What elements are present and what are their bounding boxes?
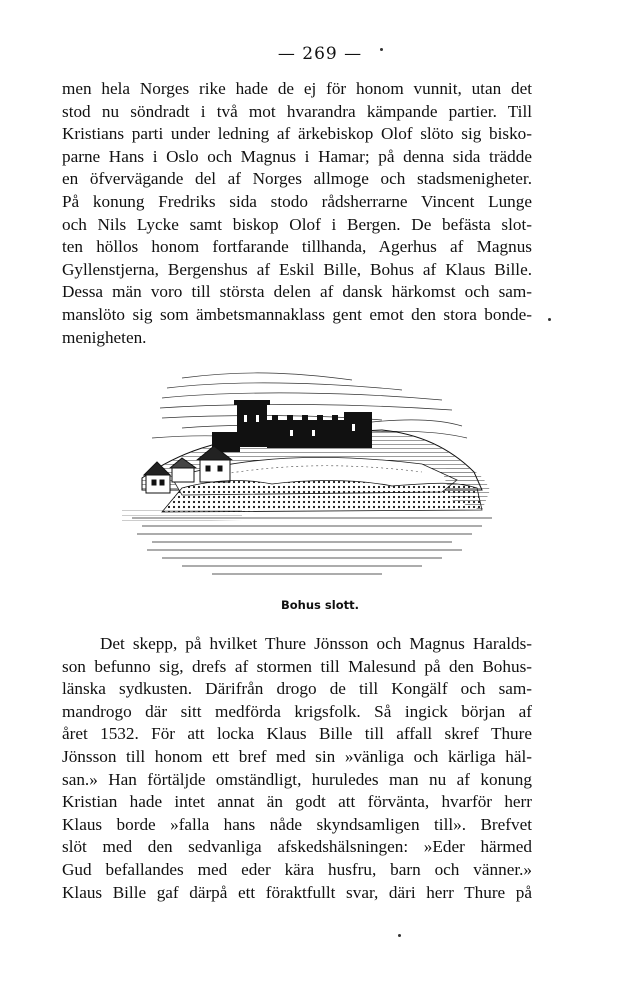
- text-line: och Nils Lycke samt biskop Olof i Bergen. De befästa slot-: [62, 214, 532, 234]
- page-number: — 269 —: [277, 44, 363, 64]
- castle-ruins: [212, 400, 372, 452]
- text-line: en öfvervägande del af Norges allmoge och stadsmenigheter.: [62, 169, 532, 189]
- bohus-castle-illustration: [122, 360, 510, 590]
- text-line: länska sydkusten. Därifrån drogo de till Kongälf och sam-: [62, 679, 532, 699]
- text-line: Dessa män voro till största delen af dansk härkomst och sam-: [62, 282, 532, 302]
- text-line: Klaus borde »falla hans nåde skyndsamligen till». Brefvet: [62, 814, 532, 834]
- text-line: Klaus Bille gaf därpå ett föraktfullt svar, däri herr Thure på: [62, 882, 532, 902]
- text-line: men hela Norges rike hade de ej för honom vunnit, utan det: [62, 79, 532, 98]
- water-hatching: [132, 518, 492, 574]
- text-line: parne Hans i Oslo och Magnus i Hamar; på denna sida trädde: [62, 146, 532, 166]
- paragraph-1: [62, 78, 532, 349]
- text-line: slöt med den sedvanliga afskedshälsningen: »Eder härmed: [62, 837, 532, 857]
- text-line: stod nu söndradt i två mot hvarandra kämpande partier. Till: [62, 101, 532, 121]
- text-line: menigheten.: [62, 327, 147, 347]
- figure-caption: Bohus slott.: [281, 598, 359, 612]
- paper-speck: [380, 48, 383, 51]
- paper-speck: [548, 318, 551, 321]
- text-line: Det skepp, på hvilket Thure Jönsson och Magnus Haralds-: [100, 634, 532, 653]
- text-line: Jönsson till honom ett bref med sin »vänliga och kärliga häl-: [62, 746, 532, 766]
- text-line: året 1532. För att locka Klaus Bille till affall skref Thure: [62, 724, 532, 744]
- text-line: mandrogo där sitt medförda krigsfolk. Så ingick början af: [62, 701, 532, 721]
- text-line: san.» Han förtäljde omständligt, huruledes man nu af konung: [62, 769, 532, 789]
- text-line: Gyllenstjerna, Bergenshus af Eskil Bille, Bohus af Klaus Bille.: [62, 259, 532, 279]
- text-line: Kristian hade intet annat än godt att förvänta, hvarför herr: [62, 792, 532, 812]
- text-line: Kristians parti under ledning af ärkebiskop Olof slöto sig bisko-: [62, 124, 532, 144]
- paper-speck: [398, 934, 401, 937]
- shoreline-trees: [162, 481, 482, 513]
- text-line: Gud befallandes med eder kära husfru, barn och vänner.»: [62, 859, 532, 879]
- text-line: son befunno sig, drefs af stormen till Malesund på den Bohus-: [62, 656, 532, 676]
- text-line: manslöto sig som ämbetsmannaklass gent emot den stora bonde-: [62, 304, 532, 324]
- text-line: På konung Fredriks sida stodo rådsherrarne Vincent Lunge: [62, 191, 532, 211]
- paragraph-2: [62, 633, 532, 904]
- text-line: ten höllos honom fortfarande tillhanda, Agerhus af Magnus: [62, 237, 532, 257]
